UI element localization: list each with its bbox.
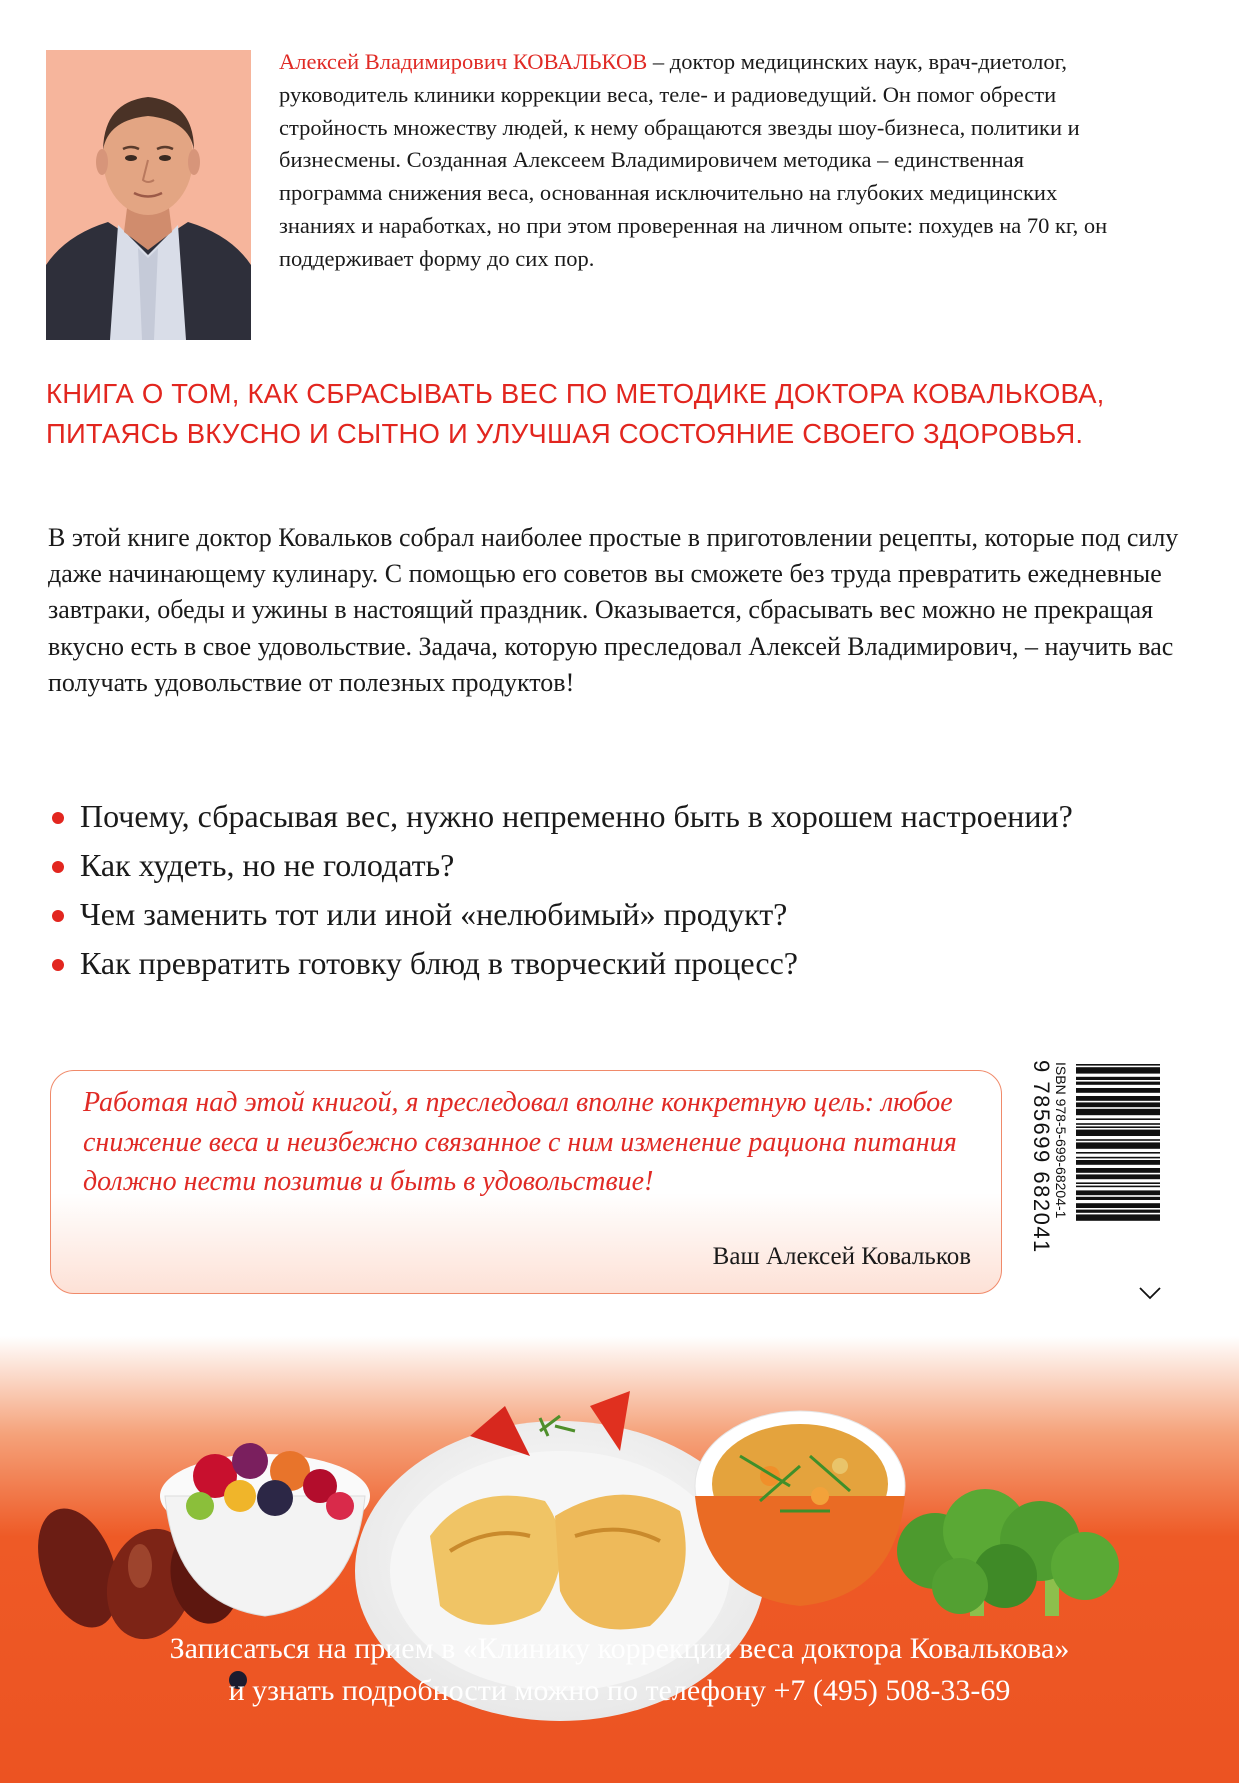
- question-text: Почему, сбрасывая вес, нужно непременно быть в хорошем настроении?: [80, 798, 1073, 834]
- barcode-bar: [1076, 1142, 1160, 1148]
- list-item: [48, 941, 1148, 985]
- barcode-bar: [1076, 1064, 1160, 1066]
- author-quote-box: [50, 1070, 1002, 1294]
- isbn-text: ISBN 978-5-699-68204-1: [1053, 1062, 1069, 1219]
- barcode-bar: [1076, 1102, 1160, 1107]
- barcode-bar: [1076, 1118, 1160, 1120]
- bullet-dot-icon: [52, 910, 64, 922]
- bullet-dot-icon: [52, 812, 64, 824]
- barcode-bar: [1076, 1126, 1160, 1128]
- barcode-bar: [1076, 1214, 1160, 1220]
- footer-contact: [0, 1628, 1239, 1712]
- barcode-bar: [1076, 1109, 1160, 1115]
- barcode-bar: [1076, 1160, 1160, 1165]
- question-text: Как худеть, но не голодать?: [80, 847, 455, 883]
- barcode-bar: [1076, 1077, 1160, 1080]
- list-item: [48, 843, 1148, 887]
- bullet-dot-icon: [52, 861, 64, 873]
- barcode-graphic: [1029, 1060, 1162, 1305]
- question-text: Чем заменить тот или иной «нелюбимый» продукт?: [80, 896, 788, 932]
- barcode-bar: [1076, 1088, 1160, 1093]
- isbn-barcode: [1029, 1060, 1162, 1305]
- author-photo-illustration: [46, 50, 251, 340]
- author-bio: [279, 46, 1129, 276]
- barcode-bar: [1076, 1123, 1160, 1125]
- author-portrait: [46, 50, 251, 340]
- barcode-bar: [1076, 1197, 1160, 1200]
- quote-text: Работая над этой книгой, я преследовал вполне конкретную цель: любое снижение веса и неизбежно связанное с ним изменение рациона питания должно нести позитив и быть в удовольствие!: [83, 1087, 957, 1197]
- list-item: [48, 892, 1148, 936]
- author-bio-text: – доктор медицинских наук, врач-диетолог, руководитель клиники коррекции веса, теле- и радиоведущий. Он помог обрести стройность множеству людей, к нему обращаются звезды шоу-бизнеса, политики и бизнесмены. Созданная Алексеем Владимировичем методика – единственная программа снижения веса, основанная исключительно на глубоких медицинских знаниях и наработках, но при этом проверенная на личном опыте: похудев на 70 кг, он поддерживает форму до сих пор.: [279, 49, 1108, 271]
- barcode-bar: [1076, 1190, 1160, 1195]
- barcode-bar: [1076, 1157, 1160, 1159]
- barcode-bar: [1076, 1152, 1160, 1154]
- quote-signature: Ваш Алексей Ковальков: [712, 1243, 971, 1270]
- food-banner: [0, 1336, 1239, 1783]
- barcode-bar: [1076, 1186, 1160, 1188]
- footer-line-1: Записаться на прием в «Клинику коррекции веса доктора Ковалькова»: [169, 1632, 1070, 1665]
- food-illustration: [0, 1336, 1239, 1783]
- barcode-bar: [1076, 1096, 1160, 1101]
- author-name: Алексей Владимирович КОВАЛЬКОВ: [279, 49, 648, 74]
- bullet-dot-icon: [52, 959, 64, 971]
- barcode-bar: [1076, 1130, 1160, 1136]
- barcode-bar: [1076, 1210, 1160, 1213]
- barcode-bars: [1076, 1064, 1160, 1221]
- barcode-digits: 9 785699 682041: [1029, 1060, 1054, 1254]
- barcode-bar: [1076, 1139, 1160, 1141]
- footer-line-2: и узнать подробности можно по телефону +7 (495) 508-33-69: [228, 1674, 1011, 1707]
- question-list: [48, 794, 1148, 990]
- barcode-bar: [1076, 1182, 1160, 1184]
- barcode-bar: [1076, 1067, 1160, 1073]
- barcode-bar: [1076, 1082, 1160, 1085]
- intro-paragraph: В этой книге доктор Ковальков собрал наиболее простые в приготовлении рецепты, которые под силу даже начинающему кулинару. С помощью его советов вы сможете без труда превратить ежедневные завтраки, обеды и ужины в настоящий праздник. Оказывается, сбрасывать вес можно не прекращая вкусно есть в свое удовольствие. Задача, которую преследовал Алексей Владимирович, – научить вас получать удовольствие от полезных продуктов!: [48, 523, 1179, 697]
- book-headline: КНИГА О ТОМ, КАК СБРАСЫВАТЬ ВЕС ПО МЕТОДИКЕ ДОКТОРА КОВАЛЬКОВА, ПИТАЯСЬ ВКУСНО И СЫТНО И УЛУЧШАЯ СОСТОЯНИЕ СВОЕГО ЗДОРОВЬЯ.: [46, 378, 1105, 449]
- barcode-bar: [1076, 1203, 1160, 1208]
- barcode-bar: [1076, 1168, 1160, 1173]
- question-text: Как превратить готовку блюд в творческий процесс?: [80, 945, 798, 981]
- barcode-bar: [1076, 1174, 1160, 1179]
- list-item: [48, 794, 1148, 838]
